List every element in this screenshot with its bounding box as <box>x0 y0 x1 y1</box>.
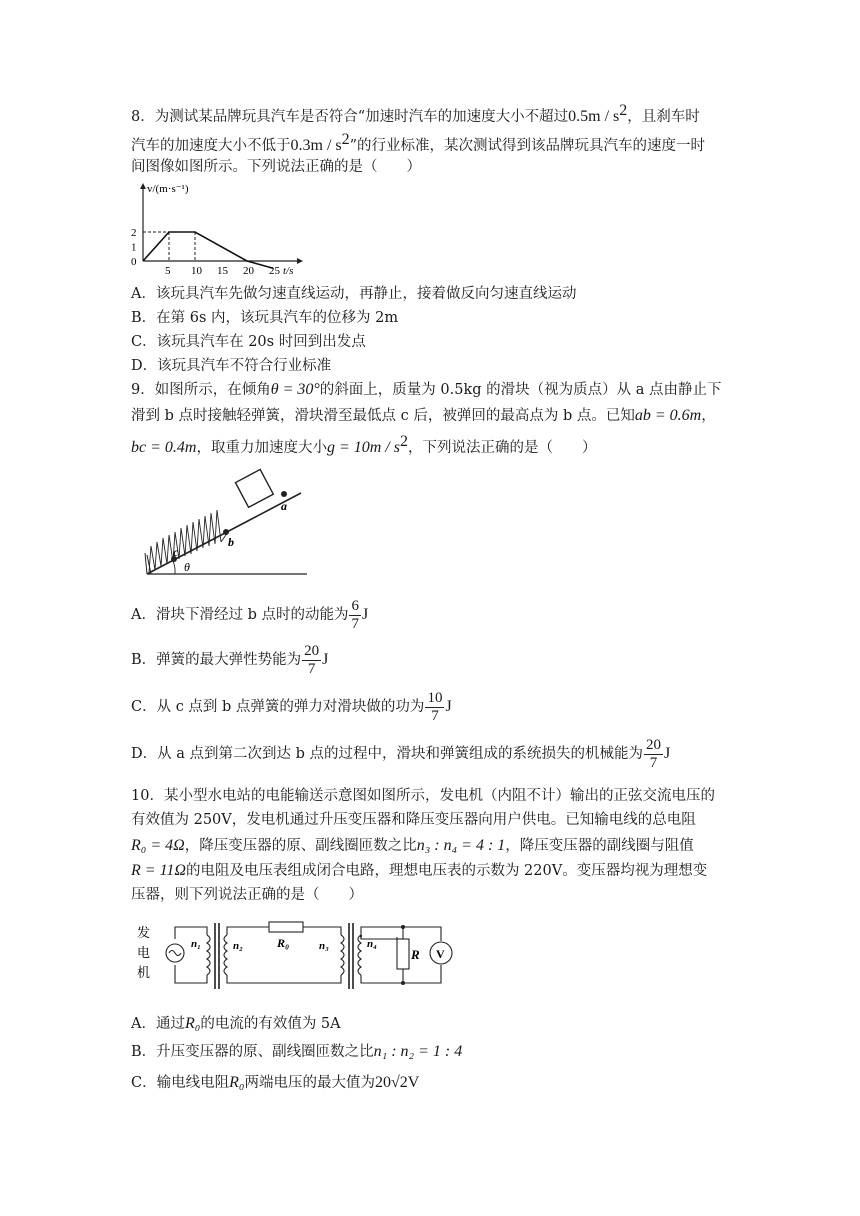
label-n4: n₄ <box>367 938 377 950</box>
resistor-r0 <box>269 922 303 932</box>
vt-graph <box>129 181 305 280</box>
y-tick-label: 1 <box>131 241 137 254</box>
y-axis-arrow <box>140 183 146 189</box>
q8-option-d: D．该玩具汽车不符合行业标准 <box>131 358 332 374</box>
x-tick-label: 15 <box>217 265 228 277</box>
q10-option-c: C．输电线电阻R₀两端电压的最大值为20√2V <box>131 1074 420 1091</box>
slider-block <box>235 469 273 507</box>
label-theta: θ <box>184 560 190 574</box>
x-tick-label: 20 <box>243 265 254 277</box>
label-n3: n₃ <box>319 940 329 952</box>
label-c: c <box>173 545 179 559</box>
q9-option-b: B．弹簧的最大弹性势能为 $\frac{20}{7}$ J <box>131 642 329 677</box>
label-r: R <box>411 947 420 962</box>
label-v: V <box>436 947 445 961</box>
gen-label-3: 机 <box>137 965 151 980</box>
q9-option-c: C．从 c 点到 b 点弹簧的弹力对滑块做的功为 $\frac{10}{7}$ J <box>131 689 452 724</box>
q10-line-4: R = 11Ω的电阻及电压表组成闭合电路，理想电压表的示数为 220V。变压器均视为理想变 <box>131 862 708 879</box>
q10-line-2: 有效值为 250V，发电机通过升压变压器和降压变压器向用户供电。已知输电线的总电阻 <box>131 812 696 828</box>
coil-n1 <box>207 935 210 975</box>
vt-series-line <box>143 232 273 268</box>
q10-line-5: 压器，则下列说法正确的是（ ） <box>131 887 363 903</box>
resistor-r <box>397 939 409 969</box>
x-axis-label: t/s <box>283 265 294 277</box>
q8-option-b: B．在第 6s 内，该玩具汽车的位移为 2m <box>131 310 399 326</box>
x-axis-arrow <box>297 258 303 264</box>
q10-option-b: B．升压变压器的原、副线圈匝数之比n₁ : n₂ = 1 : 4 <box>131 1043 463 1060</box>
q8-line-3: 间图像如图所示。下列说法正确的是（ ） <box>131 159 421 175</box>
coil-n3 <box>341 935 344 975</box>
point-a <box>281 491 287 497</box>
x-tick-label: 5 <box>165 265 171 277</box>
coil-n4 <box>358 935 361 975</box>
label-r0: R₀ <box>277 936 290 950</box>
q9-line-2: 滑到 b 点时接触轻弹簧，滑块滑至最低点 c 后，被弹回的最高点为 b 点。已知ab = 0.6m， <box>131 407 716 424</box>
q9-option-d: D．从 a 点到第二次到达 b 点的过程中，滑块和弹簧组成的系统损失的机械能为 $\frac{20}{7}$ J <box>131 736 671 771</box>
q10-line-1: 10．某小型水电站的电能输送示意图如图所示，发电机（内阻不计）输出的正弦交流电压的 <box>131 788 715 804</box>
incline-figure <box>129 458 309 580</box>
y-axis-label: v/(m·s⁻¹) <box>147 183 189 195</box>
y-tick-label: 0 <box>131 256 137 268</box>
coil-n2 <box>224 935 227 975</box>
gen-label-1: 发 <box>137 925 151 940</box>
label-n1: n₁ <box>191 938 201 950</box>
q8-line-2: 汽车的加速度大小不低于$0.3m / s^2$”的行业标准，某次测试得到该品牌玩具汽车的速度一时 <box>131 131 706 154</box>
q8-option-a: A．该玩具汽车先做匀速直线运动，再静止，接着做反向匀速直线运动 <box>131 286 577 302</box>
label-b: b <box>228 535 234 549</box>
label-n2: n₂ <box>233 940 243 952</box>
q9-option-a: A．滑块下滑经过 b 点时的动能为 $\frac{6}{7}$ J <box>131 597 369 632</box>
q9-line-3: bc = 0.4m，取重力加速度大小$g = 10m / s^2$，下列说法正确的是（ ） <box>131 433 597 456</box>
y-tick-label: 2 <box>131 227 137 239</box>
q8-option-c: C．该玩具汽车在 20s 时回到出发点 <box>131 334 366 350</box>
x-tick-label: 25 <box>269 265 280 277</box>
x-tick-label: 10 <box>191 265 202 277</box>
circuit-figure <box>129 907 455 1005</box>
label-a: a <box>281 499 287 513</box>
q10-line-3: R₀ = 4Ω，降压变压器的原、副线圈匝数之比n₃ : n₄ = 4 : 1，降压变压器的副线圈与阻值 <box>131 837 694 854</box>
gen-label-2: 电 <box>137 945 151 960</box>
q9-line-1: 9．如图所示，在倾角θ = 30°的斜面上，质量为 0.5kg 的滑块（视为质点）从 a 点由静止下 <box>131 381 722 398</box>
angle-arc <box>173 561 175 574</box>
q8-line-1: 8．为测试某品牌玩具汽车是否符合“加速时汽车的加速度大小不超过$0.5m / s^2$，且刹车时 <box>131 102 700 125</box>
q10-option-a: A．通过R₀的电流的有效值为 5A <box>131 1015 341 1032</box>
